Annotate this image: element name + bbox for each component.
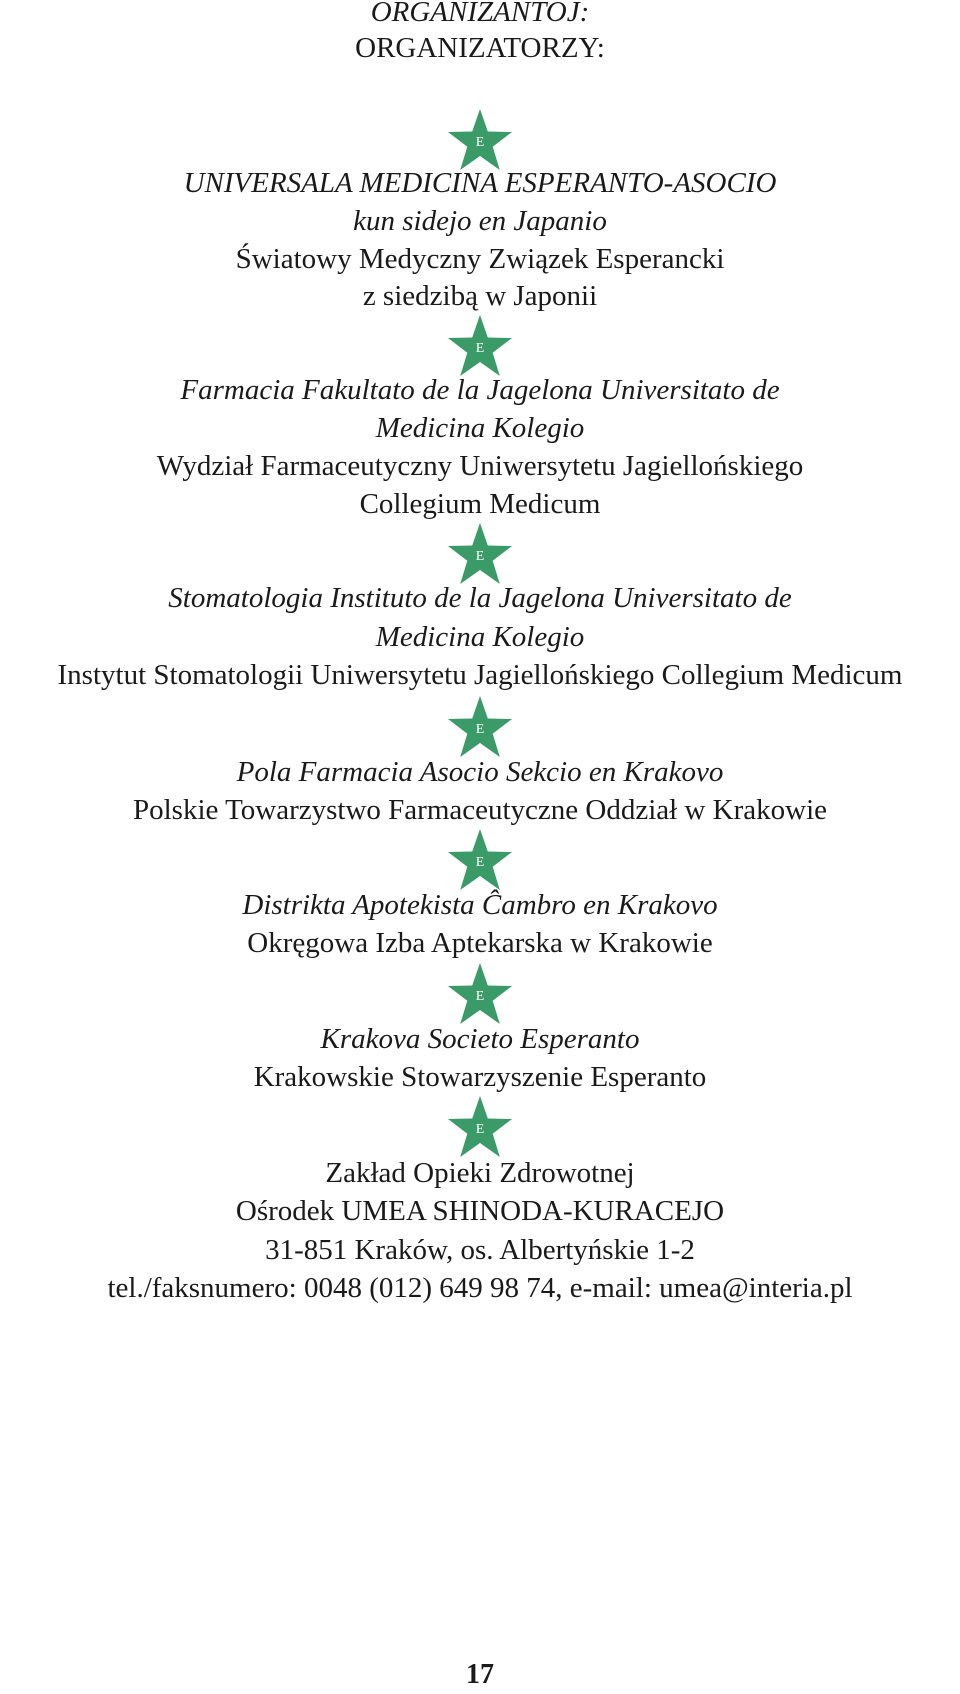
org2-pl-line1: Wydział Farmaceutyczny Uniwersytetu Jagiellońskiego (156, 450, 804, 482)
contact-line2: Ośrodek UMEA SHINODA-KURACEJO (235, 1195, 725, 1227)
esperanto-star-icon (446, 107, 514, 173)
contact-line1: Zakład Opieki Zdrowotnej (325, 1157, 635, 1189)
org3-pl-line1: Instytut Stomatologii Uniwersytetu Jagiellońskiego Collegium Medicum (57, 659, 903, 691)
org1-eo-line2: kun sidejo en Japanio (353, 205, 607, 237)
org4-eo-line1: Pola Farmacia Asocio Sekcio en Krakovo (236, 756, 724, 788)
org2-pl-line2: Collegium Medicum (359, 488, 601, 520)
org6-pl-line1: Krakowskie Stowarzyszenie Esperanto (253, 1061, 707, 1093)
org3-eo-line1: Stomatologia Instituto de la Jagelona Universitato de (168, 582, 792, 614)
org2-eo-line2: Medicina Kolegio (375, 412, 585, 444)
svg-text:E: E (475, 1122, 485, 1137)
org1-eo-line1: UNIVERSALA MEDICINA ESPERANTO-ASOCIO (183, 167, 777, 199)
svg-text:E: E (475, 722, 485, 737)
esperanto-star-icon (446, 694, 514, 760)
organizers-heading-pl: ORGANIZATORZY: (355, 32, 605, 64)
org4-pl-line1: Polskie Towarzystwo Farmaceutyczne Oddział w Krakowie (132, 794, 828, 826)
organizers-heading-eo: ORGANIZANTOJ: (370, 0, 590, 28)
org5-eo-line1: Distrikta Apotekista Ĉambro en Krakovo (242, 889, 718, 921)
esperanto-star-icon (446, 961, 514, 1027)
svg-text:E: E (475, 341, 485, 356)
contact-line3: 31-851 Kraków, os. Albertyńskie 1-2 (265, 1234, 695, 1266)
esperanto-star-icon (446, 1094, 514, 1160)
org6-eo-line1: Krakova Societo Esperanto (320, 1023, 640, 1055)
svg-text:E: E (475, 989, 485, 1004)
esperanto-star-icon (446, 521, 514, 587)
org1-pl-line1: Światowy Medyczny Związek Esperancki (235, 243, 725, 275)
svg-text:E: E (475, 549, 485, 564)
contact-line4: tel./faksnumero: 0048 (012) 649 98 74, e-mail: umea@interia.pl (107, 1272, 853, 1304)
org2-eo-line1: Farmacia Fakultato de la Jagelona Universitato de (180, 374, 780, 406)
esperanto-star-icon (446, 313, 514, 379)
esperanto-star-icon (446, 827, 514, 893)
svg-text:E: E (475, 855, 485, 870)
org3-eo-line2: Medicina Kolegio (375, 621, 585, 653)
org1-pl-line2: z siedzibą w Japonii (362, 280, 598, 312)
svg-text:E: E (475, 135, 485, 150)
page-number: 17 (466, 1659, 494, 1690)
org5-pl-line1: Okręgowa Izba Aptekarska w Krakowie (247, 927, 713, 959)
